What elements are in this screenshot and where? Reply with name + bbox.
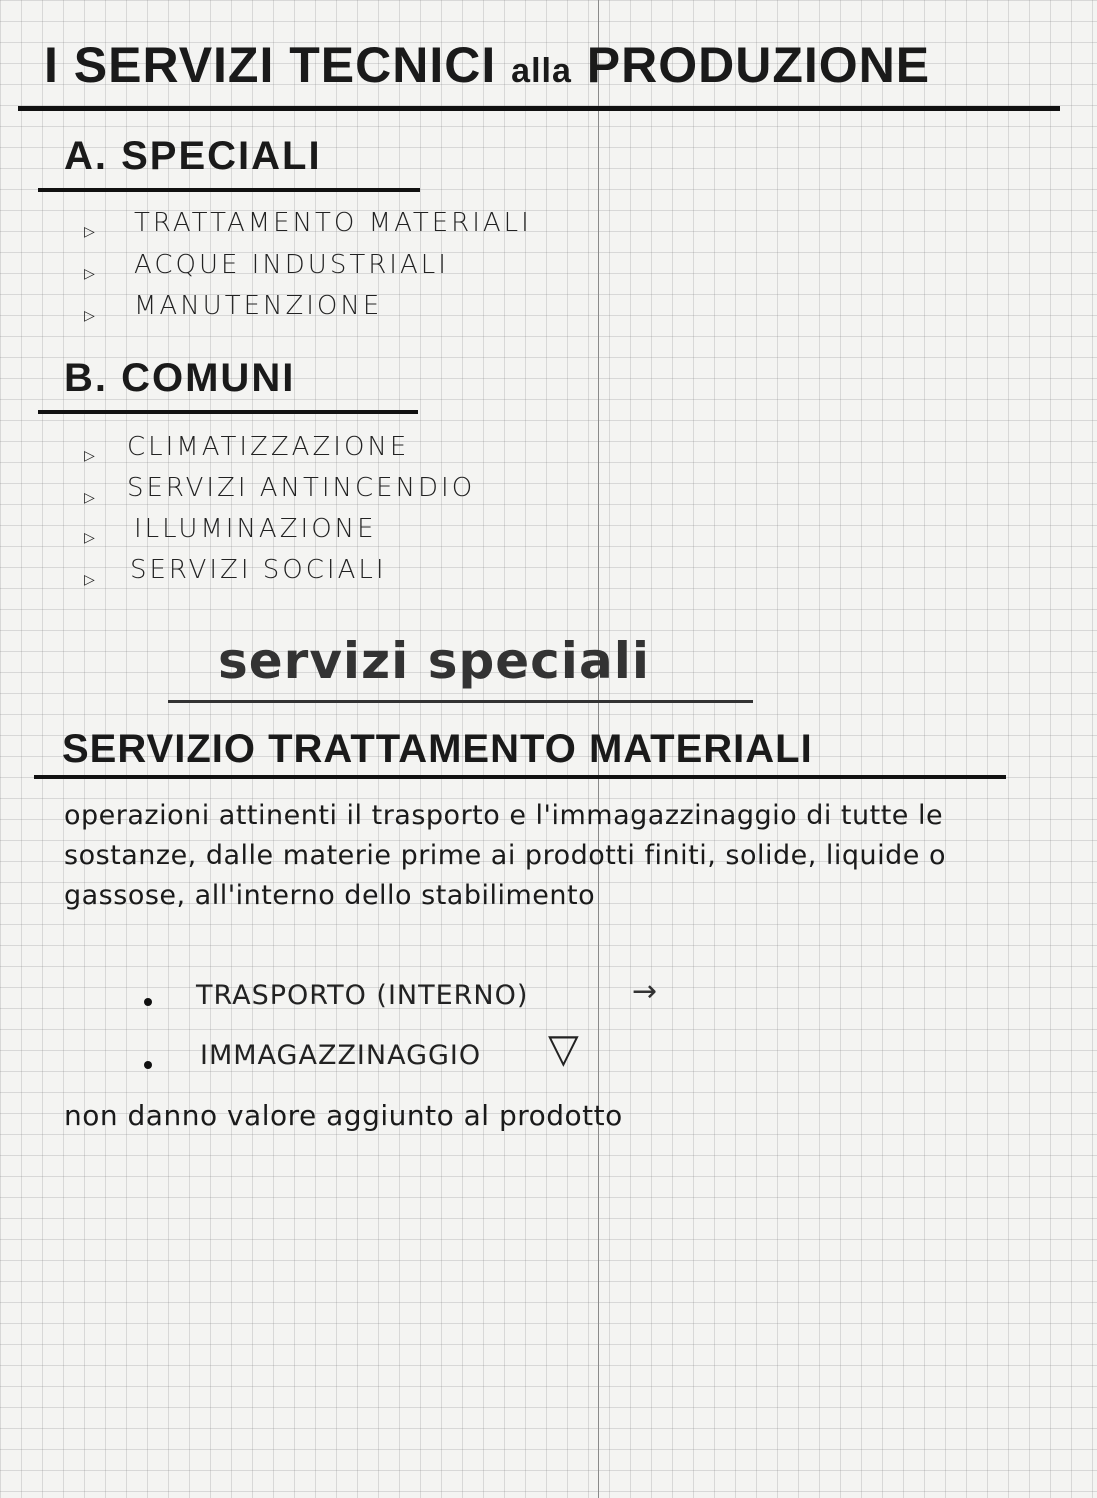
servizi-speciali-heading: servizi speciali (218, 632, 650, 690)
list-item: CLIMATIZZAZIONE (127, 432, 410, 462)
section-b-heading: B. COMUNI (64, 356, 296, 400)
note-text: non danno valore aggiunto al prodotto (64, 1099, 623, 1132)
triangle-bullet-icon: ▷ (84, 224, 95, 240)
title-end: PRODUZIONE (586, 37, 931, 93)
list-item: SERVIZI SOCIALI (130, 555, 387, 585)
triangle-bullet-icon: ▷ (84, 530, 95, 546)
bullet-dot-icon (144, 1061, 152, 1069)
list-item: TRATTAMENTO MATERIALI (134, 208, 532, 238)
title-connector: alla (511, 52, 572, 90)
title-main: I SERVIZI TECNICI (44, 37, 497, 93)
list-item: ACQUE INDUSTRIALI (134, 250, 449, 280)
list-item: ILLUMINAZIONE (134, 514, 377, 544)
servizio-underline (34, 775, 1006, 779)
triangle-bullet-icon: ▷ (84, 448, 95, 464)
section-a-heading: A. SPECIALI (64, 134, 322, 178)
servizio-heading: SERVIZIO TRATTAMENTO MATERIALI (62, 727, 813, 771)
bullet-label: TRASPORTO (INTERNO) (196, 980, 529, 1011)
arrow-right-icon: → (632, 974, 658, 1009)
servizi-speciali-underline (168, 700, 753, 703)
list-item: SERVIZI ANTINCENDIO (127, 473, 476, 503)
triangle-bullet-icon: ▷ (84, 308, 95, 324)
description-paragraph: operazioni attinenti il trasporto e l'immagazzinaggio di tutte le sostanze, dalle materie prime ai prodotti finiti, solide, liquide o gassose, all'interno dello stabilimento (64, 800, 946, 911)
bullet-dot-icon (144, 998, 152, 1006)
list-item: MANUTENZIONE (134, 291, 383, 321)
title-underline (18, 106, 1060, 111)
section-a-underline (38, 188, 420, 192)
triangle-bullet-icon: ▷ (84, 266, 95, 282)
section-b-underline (38, 410, 418, 414)
bullet-label: IMMAGAZZINAGGIO (200, 1040, 482, 1071)
triangle-bullet-icon: ▷ (84, 490, 95, 506)
triangle-down-icon: ▽ (548, 1026, 579, 1072)
triangle-bullet-icon: ▷ (84, 572, 95, 588)
page-title (44, 36, 930, 94)
